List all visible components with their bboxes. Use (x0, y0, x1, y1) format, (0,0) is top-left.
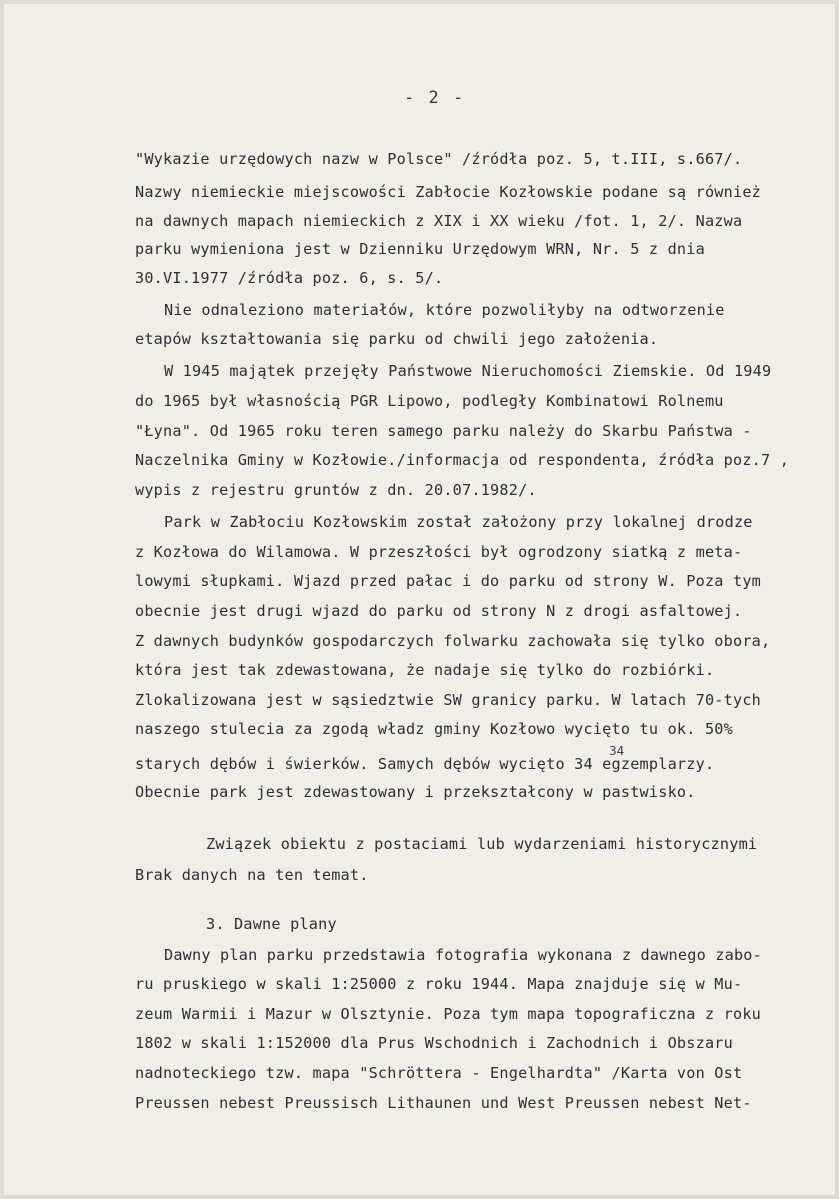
text-line: która jest tak zdewastowana, że nadaje się tylko do rozbiórki. (135, 661, 715, 679)
section-heading: 3. Dawne plany (206, 915, 337, 933)
text-line: parku wymieniona jest w Dzienniku Urzędowym WRN, Nr. 5 z dnia (135, 240, 705, 258)
text-line: do 1965 był własnością PGR Lipowo, podległy Kombinatowi Rolnemu (135, 392, 724, 410)
handwritten-annotation: 34 (609, 744, 625, 758)
text-line: Z dawnych budynków gospodarczych folwarku zachowała się tylko obora, (135, 632, 771, 650)
text-line: Nie odnaleziono materiałów, które pozwoliłyby na odtworzenie (164, 301, 725, 319)
text-line: zeum Warmii i Mazur w Olsztynie. Poza tym mapa topograficzna z roku (135, 1005, 762, 1023)
section-heading: Związek obiektu z postaciami lub wydarzeniami historycznymi (206, 835, 758, 853)
text-line: Brak danych na ten temat. (135, 866, 369, 884)
text-line: na dawnych mapach niemieckich z XIX i XX wieku /fot. 1, 2/. Nazwa (135, 212, 743, 230)
text-line: Naczelnika Gminy w Kozłowie./informacja od respondenta, źródła poz.7 , (135, 451, 790, 469)
text-line: Obecnie park jest zdewastowany i przekształcony w pastwisko. (135, 783, 696, 801)
text-line: wypis z rejestru gruntów z dn. 20.07.1982/. (135, 481, 537, 499)
text-line: starych dębów i świerków. Samych dębów wycięto 34 egzemplarzy. (135, 755, 715, 773)
text-line: naszego stulecia za zgodą władz gminy Kozłowo wycięto tu ok. 50% (135, 720, 733, 738)
text-line: Dawny plan parku przedstawia fotografia wykonana z dawnego zabo- (164, 946, 762, 964)
text-line: nadnoteckiego tzw. mapa "Schröttera - Engelhardta" /Karta von Ost (135, 1064, 743, 1082)
text-line: Park w Zabłociu Kozłowskim został założony przy lokalnej drodze (164, 513, 753, 531)
text-line: 1802 w skali 1:152000 dla Prus Wschodnich i Zachodnich i Obszaru (135, 1034, 733, 1052)
text-line: lowymi słupkami. Wjazd przed pałac i do parku od strony W. Poza tym (135, 572, 762, 590)
text-line: Zlokalizowana jest w sąsiedztwie SW granicy parku. W latach 70-tych (135, 691, 762, 709)
text-line: "Wykazie urzędowych nazw w Polsce" /źródła poz. 5, t.III, s.667/. (135, 150, 743, 168)
text-line: etapów kształtowania się parku od chwili jego założenia. (135, 330, 659, 348)
text-line: obecnie jest drugi wjazd do parku od strony N z drogi asfaltowej. (135, 602, 743, 620)
text-line: "Łyna". Od 1965 roku teren samego parku należy do Skarbu Państwa - (135, 422, 752, 440)
text-line: W 1945 majątek przejęły Państwowe Nieruchomości Ziemskie. Od 1949 (164, 362, 772, 380)
text-line: z Kozłowa do Wilamowa. W przeszłości był ogrodzony siatką z meta- (135, 543, 743, 561)
text-line: Nazwy niemieckie miejscowości Zabłocie Kozłowskie podane są również (135, 183, 762, 201)
page-number: - 2 - (404, 88, 466, 108)
text-line: ru pruskiego w skali 1:25000 z roku 1944. Mapa znajduje się w Mu- (135, 975, 743, 993)
text-line: 30.VI.1977 /źródła poz. 6, s. 5/. (135, 269, 444, 287)
text-line: Preussen nebest Preussisch Lithaunen und West Preussen nebest Net- (135, 1094, 752, 1112)
